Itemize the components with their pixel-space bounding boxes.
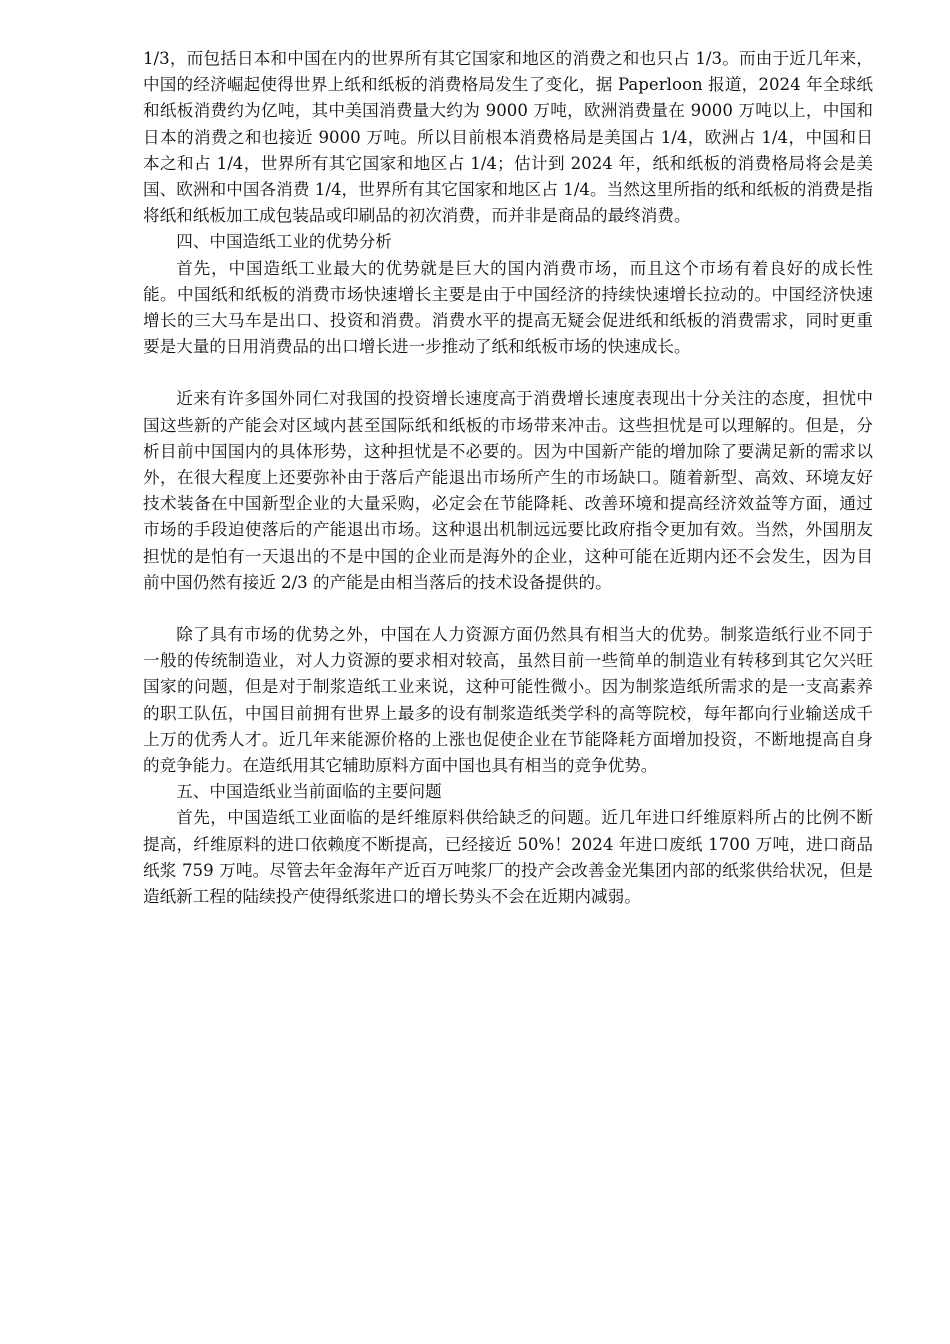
section-heading-advantages: 四、中国造纸工业的优势分析 bbox=[176, 232, 392, 252]
paragraph-fiber-supply: 首先，中国造纸工业面临的是纤维原料供给缺乏的问题。近几年进口纤维原料所占的比例不断提高，纤维原料的进口依赖度不断提高，已经接近 50%！2024 年进口废纸 1700 万吨，进口商品纸浆 759 万吨。尽管去年金海年产近百万吨浆厂的投产会改善金光集团内部的纸浆供给状况，但是造纸新工程的陆续投产使得纸浆进口的增长势头不会在近期内减弱。 bbox=[143, 808, 873, 907]
document-body bbox=[143, 46, 873, 910]
paragraph-human-resources: 除了具有市场的优势之外，中国在人力资源方面仍然具有相当大的优势。制浆造纸行业不同于一般的传统制造业，对人力资源的要求相对较高，虽然目前一些简单的制造业有转移到其它欠兴旺国家的问题，但是对于制浆造纸工业来说，这种可能性微小。因为制浆造纸所需求的是一支高素养的职工队伍，中国目前拥有世界上最多的设有制浆造纸类学科的高等院校，每年都向行业输送成千上万的优秀人才。近几年来能源价格的上涨也促使企业在节能降耗方面增加投资，不断地提高自身的竞争能力。在造纸用其它辅助原料方面中国也具有相当的竞争优势。 bbox=[143, 625, 873, 776]
section-heading-problems: 五、中国造纸业当前面临的主要问题 bbox=[176, 782, 442, 802]
paragraph-consumption-pattern: 1/3，而包括日本和中国在内的世界所有其它国家和地区的消费之和也只占 1/3。而由于近几年来，中国的经济崛起使得世界上纸和纸板的消费格局发生了变化，据 Paperloon 报道，2024 年全球纸和纸板消费约为亿吨，其中美国消费量大约为 9000 万吨，欧洲消费量在 9000 万吨以上，中国和日本的消费之和也接近 9000 万吨。所以目前根本消费格局是美国占 1/4，欧洲占 1/4，中国和日本之和占 1/4，世界所有其它国家和地区占 1/4；估计到 2024 年，纸和纸板的消费格局将会是美国、欧洲和中国各消费 1/4，世界所有其它国家和地区占 1/4。当然这里所指的纸和纸板的消费是指将纸和纸板加工成包装品或印刷品的初次消费，而并非是商品的最终消费。 bbox=[143, 49, 873, 226]
paragraph-domestic-market: 首先，中国造纸工业最大的优势就是巨大的国内消费市场，而且这个市场有着良好的成长性能。中国纸和纸板的消费市场快速增长主要是由于中国经济的持续快速增长拉动的。中国经济快速增长的三大马车是出口、投资和消费。消费水平的提高无疑会促进纸和纸板的消费需求，同时更重要是大量的日用消费品的出口增长进一步推动了纸和纸板市场的快速成长。 bbox=[143, 258, 873, 357]
paragraph-investment-growth: 近来有许多国外同仁对我国的投资增长速度高于消费增长速度表现出十分关注的态度，担忧中国这些新的产能会对区域内甚至国际纸和纸板的市场带来冲击。这些担忧是可以理解的。但是，分析目前中国国内的具体形势，这种担忧是不必要的。因为中国新产能的增加除了要满足新的需求以外，在很大程度上还要弥补由于落后产能退出市场所产生的市场缺口。随着新型、高效、环境友好技术装备在中国新型企业的大量采购，必定会在节能降耗、改善环境和提高经济效益等方面，通过市场的手段迫使落后的产能退出市场。这种退出机制远远要比政府指令更加有效。当然，外国朋友担忧的是怕有一天退出的不是中国的企业而是海外的企业，这种可能在近期内还不会发生，因为目前中国仍然有接近 2/3 的产能是由相当落后的技术设备提供的。 bbox=[143, 389, 873, 592]
